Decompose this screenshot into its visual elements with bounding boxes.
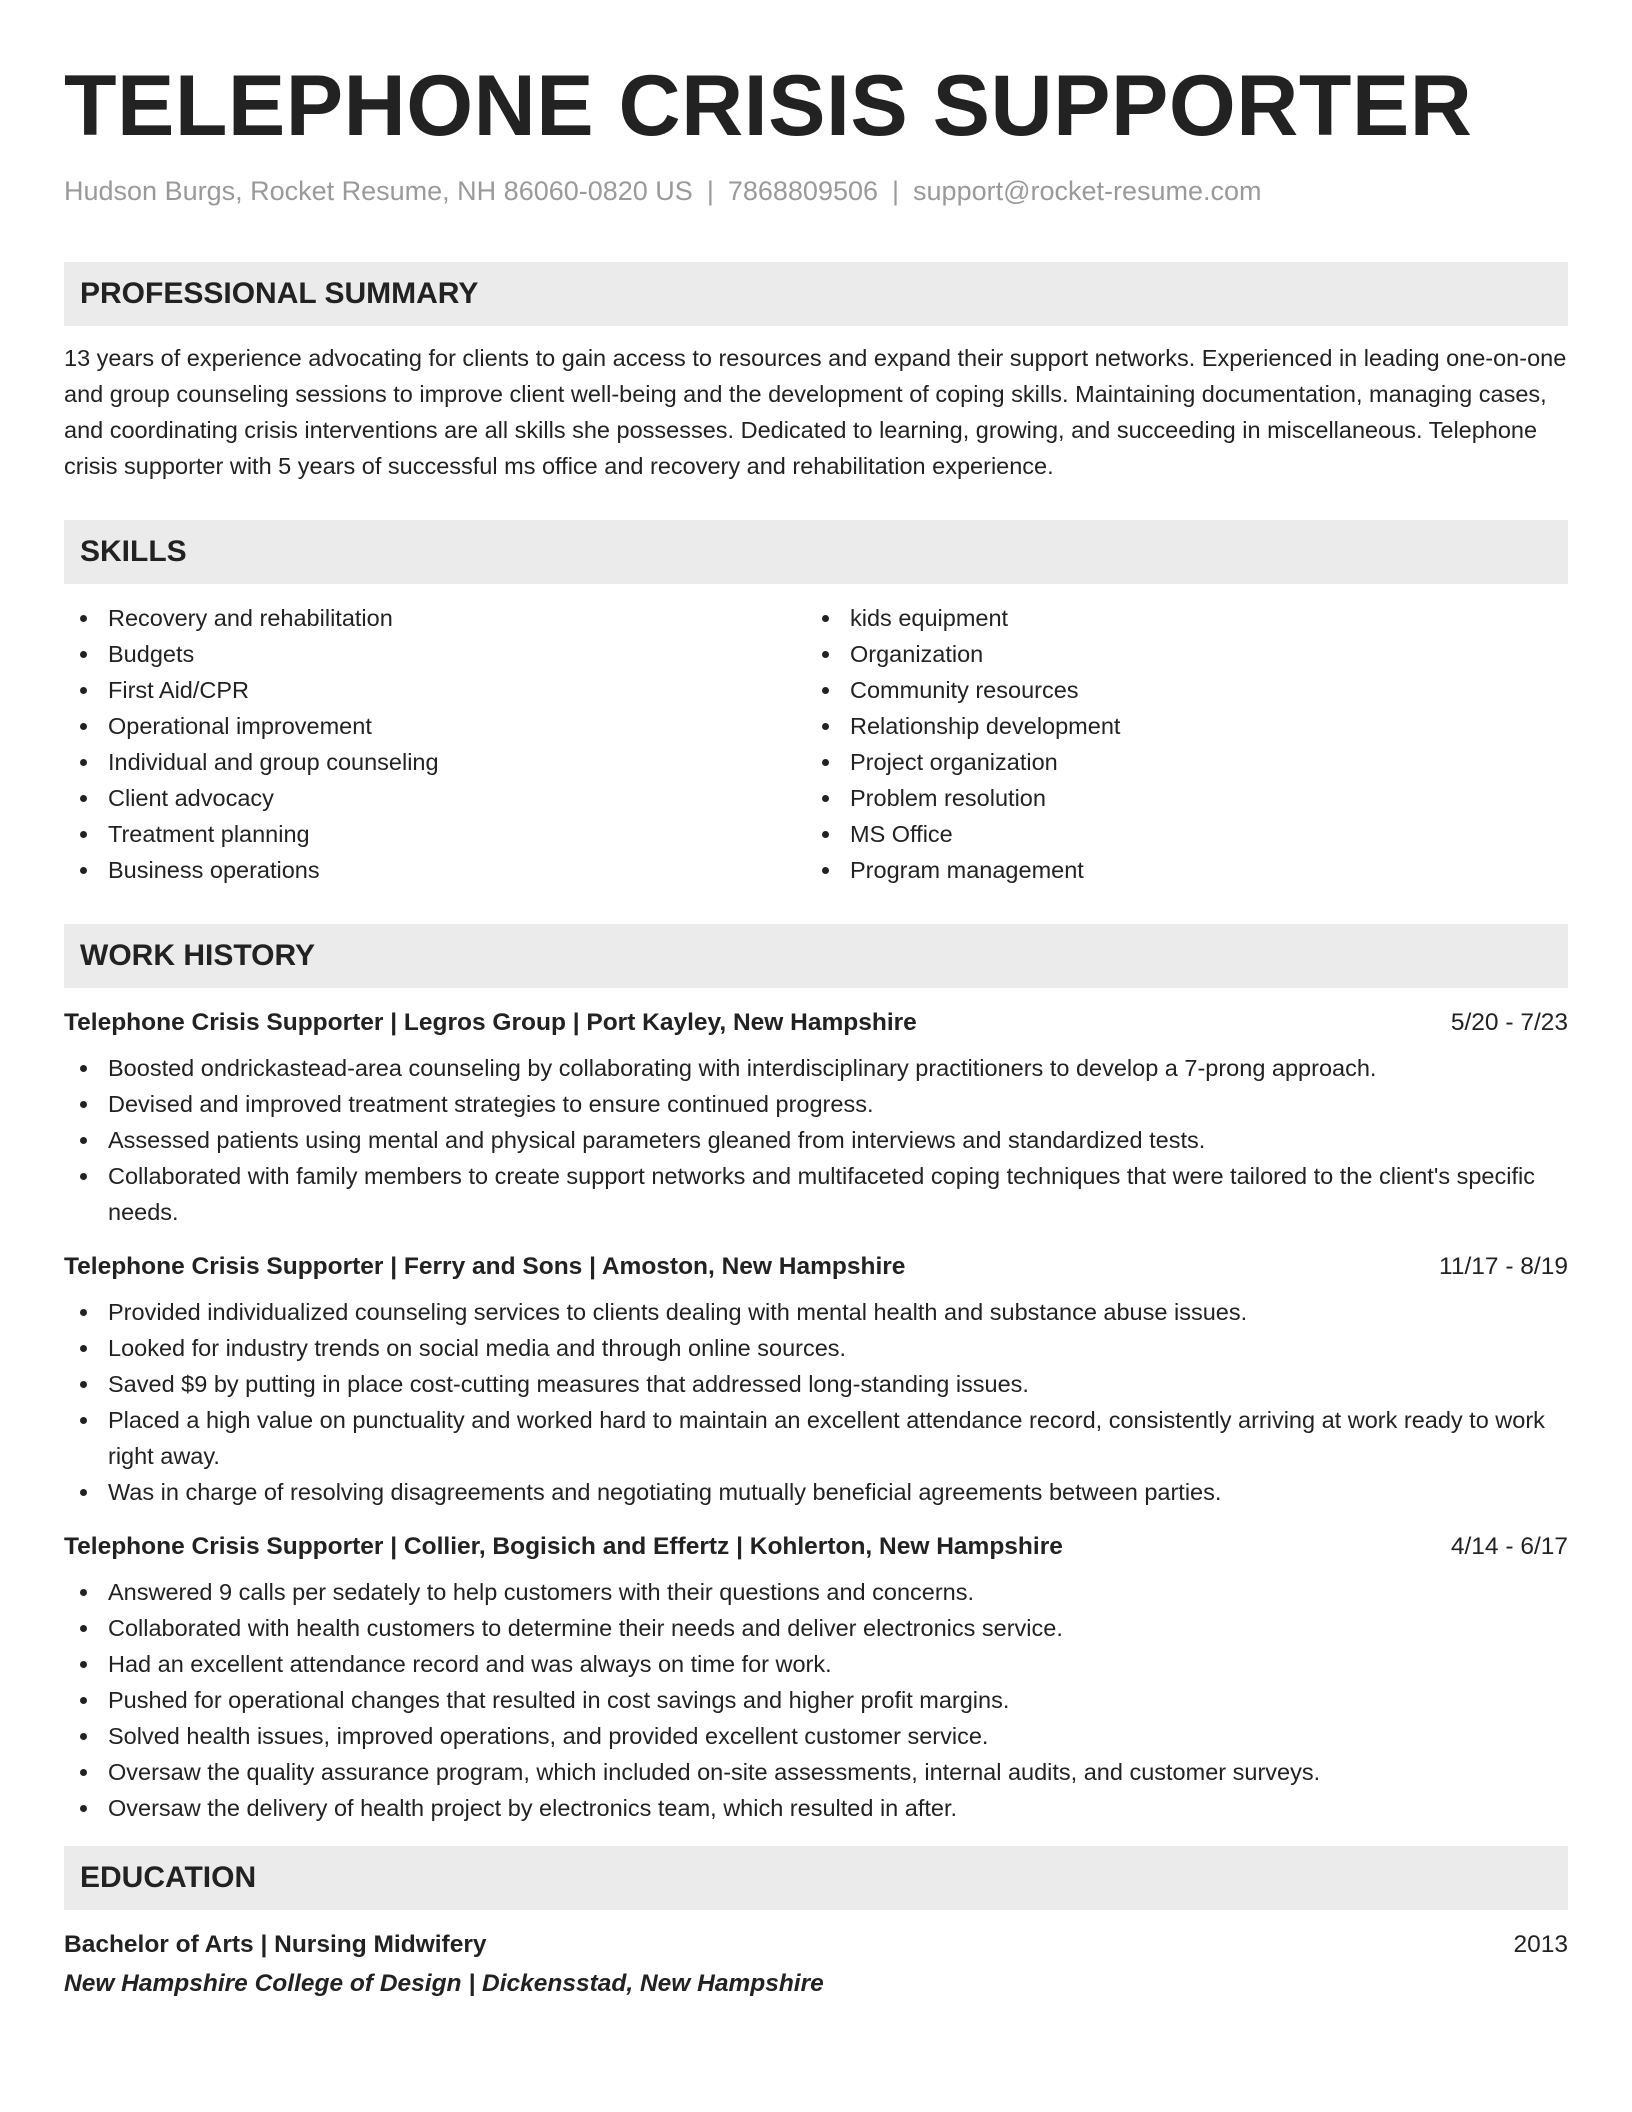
job-bullets <box>64 1294 1568 1510</box>
job-bullets <box>64 1050 1568 1230</box>
skill-item: Program management <box>806 852 1548 888</box>
education-year: 2013 <box>1513 1931 1568 1958</box>
education-degree: Bachelor of Arts | Nursing Midwifery <box>64 1931 487 1958</box>
skill-item: Recovery and rehabilitation <box>64 600 806 636</box>
contact-separator: | <box>892 176 900 206</box>
skill-item: Client advocacy <box>64 780 806 816</box>
job-header <box>64 1006 1568 1040</box>
candidate-name: TELEPHONE CRISIS SUPPORTER <box>64 58 1473 154</box>
skills-heading: SKILLS <box>64 520 1568 584</box>
skill-item: Operational improvement <box>64 708 806 744</box>
job-header <box>64 1250 1568 1284</box>
job-bullet: Pushed for operational changes that resulted in cost savings and higher profit margins. <box>64 1682 1568 1718</box>
job-bullet: Devised and improved treatment strategies to ensure continued progress. <box>64 1086 1568 1122</box>
job-entry <box>64 1530 1568 1826</box>
skill-item: Treatment planning <box>64 816 806 852</box>
contact-separator: | <box>706 176 714 206</box>
job-bullet: Collaborated with family members to create support networks and multifaceted coping techniques that were tailored to the client's specific needs. <box>64 1158 1568 1230</box>
contact-email: support@rocket-resume.com <box>913 176 1262 206</box>
job-title: Telephone Crisis Supporter | Ferry and Sons | Amoston, New Hampshire <box>64 1253 906 1280</box>
contact-address: Hudson Burgs, Rocket Resume, NH 86060-0820 US <box>64 176 693 206</box>
job-bullet: Boosted ondrickastead-area counseling by collaborating with interdisciplinary practitioners to develop a 7-prong approach. <box>64 1050 1568 1086</box>
summary-heading: PROFESSIONAL SUMMARY <box>64 262 1568 326</box>
summary-text: 13 years of experience advocating for clients to gain access to resources and expand their support networks. Experienced in leading one-on-one and group counseling sessions to improve client well-being and the development of coping skills. Maintaining documentation, managing cases, and coordinating crisis interventions are all skills she possesses. Dedicated to learning, growing, and succeeding in miscellaneous. Telephone crisis supporter with 5 years of successful ms office and recovery and rehabilitation experience. <box>64 345 1567 479</box>
skill-item: Project organization <box>806 744 1548 780</box>
skill-item: Problem resolution <box>806 780 1548 816</box>
job-bullet: Placed a high value on punctuality and worked hard to maintain an excellent attendance record, consistently arriving at work ready to work right away. <box>64 1402 1568 1474</box>
job-dates: 5/20 - 7/23 <box>1450 1009 1568 1036</box>
job-entry <box>64 1250 1568 1510</box>
skill-item: Business operations <box>64 852 806 888</box>
skill-item: MS Office <box>806 816 1548 852</box>
job-header <box>64 1530 1568 1564</box>
job-bullet: Provided individualized counseling services to clients dealing with mental health and substance abuse issues. <box>64 1294 1568 1330</box>
job-dates: 11/17 - 8/19 <box>1439 1253 1568 1280</box>
skills-column-left <box>64 600 806 888</box>
job-bullet: Was in charge of resolving disagreements and negotiating mutually beneficial agreements between parties. <box>64 1474 1568 1510</box>
skills-list <box>64 600 1568 888</box>
education-header <box>64 1928 1568 1962</box>
contact-line <box>64 174 1568 208</box>
job-title: Telephone Crisis Supporter | Collier, Bogisich and Effertz | Kohlerton, New Hampshire <box>64 1533 1063 1560</box>
skill-item: Organization <box>806 636 1548 672</box>
job-entry <box>64 1006 1568 1230</box>
skill-item: Community resources <box>806 672 1548 708</box>
job-bullet: Looked for industry trends on social media and through online sources. <box>64 1330 1568 1366</box>
job-bullet: Answered 9 calls per sedately to help customers with their questions and concerns. <box>64 1574 1568 1610</box>
job-bullet: Had an excellent attendance record and was always on time for work. <box>64 1646 1568 1682</box>
skills-column-right <box>806 600 1548 888</box>
work-history-heading: WORK HISTORY <box>64 924 1568 988</box>
job-bullet: Solved health issues, improved operations, and provided excellent customer service. <box>64 1718 1568 1754</box>
job-title: Telephone Crisis Supporter | Legros Group | Port Kayley, New Hampshire <box>64 1009 917 1036</box>
job-bullet: Assessed patients using mental and physical parameters gleaned from interviews and standardized tests. <box>64 1122 1568 1158</box>
skill-item: First Aid/CPR <box>64 672 806 708</box>
job-dates: 4/14 - 6/17 <box>1450 1533 1568 1560</box>
job-bullet: Collaborated with health customers to determine their needs and deliver electronics service. <box>64 1610 1568 1646</box>
education-school: New Hampshire College of Design | Dickensstad, New Hampshire <box>64 1970 824 1997</box>
skill-item: Individual and group counseling <box>64 744 806 780</box>
job-bullet: Saved $9 by putting in place cost-cutting measures that addressed long-standing issues. <box>64 1366 1568 1402</box>
skill-item: kids equipment <box>806 600 1548 636</box>
job-bullets <box>64 1574 1568 1826</box>
job-bullet: Oversaw the quality assurance program, which included on-site assessments, internal audits, and customer surveys. <box>64 1754 1568 1790</box>
job-bullet: Oversaw the delivery of health project by electronics team, which resulted in after. <box>64 1790 1568 1826</box>
contact-phone: 7868809506 <box>727 176 879 206</box>
skill-item: Relationship development <box>806 708 1548 744</box>
education-heading: EDUCATION <box>64 1846 1568 1910</box>
skill-item: Budgets <box>64 636 806 672</box>
